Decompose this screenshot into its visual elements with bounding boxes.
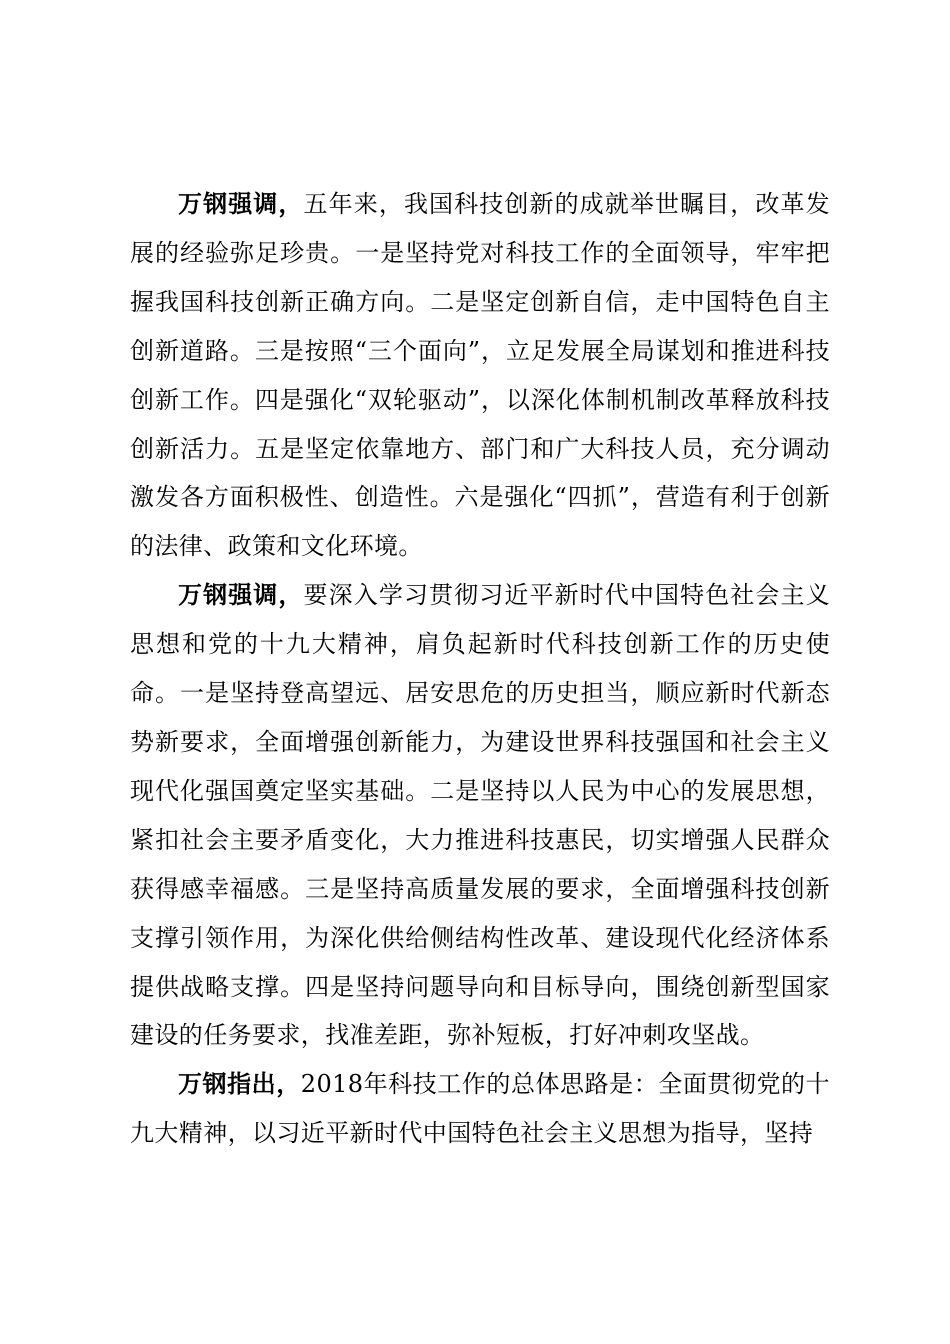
paragraph-2 — [130, 571, 830, 1060]
paragraph-2-lead: 万钢强调， — [178, 581, 304, 610]
paragraph-1-lead: 万钢强调， — [178, 190, 304, 218]
document-body — [130, 180, 830, 1158]
paragraph-2-text: 要深入学习贯彻习近平新时代中国特色社会主义思想和党的十九大精神，肩负起新时代科技创新工作的历史使命。一是坚持登高望远、居安思危的历史担当，顺应新时代新态势新要求，全面增强创新能力，为建设世界科技强国和社会主义现代化强国奠定坚实基础。二是坚持以人民为中心的发展思想，紧扣社会主要矛盾变化，大力推进科技惠民，切实增强人民群众获得感幸福感。三是坚持高质量发展的要求，全面增强科技创新支撑引领作用，为深化供给侧结构性改革、建设现代化经济体系提供战略支撑。四是坚持问题导向和目标导向，围绕创新型国家建设的任务要求，找准差距，弥补短板，打好冲刺攻坚战。 — [130, 581, 831, 1050]
paragraph-1-text: 五年来，我国科技创新的成就举世瞩目，改革发展的经验弥足珍贵。一是坚持党对科技工作的全面领导，牢牢把握我国科技创新正确方向。二是坚定创新自信，走中国特色自主创新道路。三是按照“三个面向”，立足发展全局谋划和推进科技创新工作。四是强化“双轮驱动”，以深化体制机制改革释放科技创新活力。五是坚定依靠地方、部门和广大科技人员，充分调动激发各方面积极性、创造性。六是强化“四抓”，营造有利于创新的法律、政策和文化环境。 — [130, 190, 831, 561]
paragraph-3-lead: 万钢指出， — [178, 1070, 301, 1099]
paragraph-3 — [130, 1060, 830, 1158]
paragraph-3-text: 2018年科技工作的总体思路是：全面贯彻党的十九大精神，以习近平新时代中国特色社会主义思想为指导，坚持 — [130, 1070, 831, 1148]
paragraph-1 — [130, 180, 830, 571]
